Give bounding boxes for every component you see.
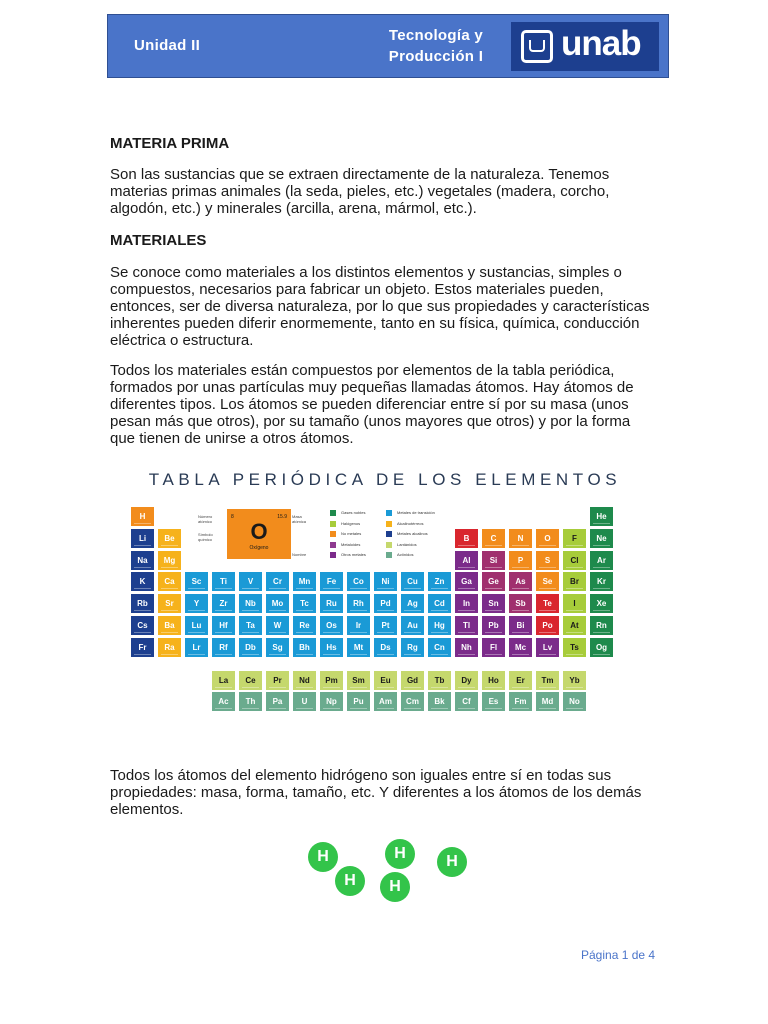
legend-swatch <box>386 531 392 537</box>
element-mn: Mn <box>293 572 316 591</box>
element-ce: Ce <box>239 671 262 690</box>
element-rg: Rg <box>401 638 424 657</box>
legend-label: Metales alcalinos <box>397 531 428 536</box>
element-ga: Ga <box>455 572 478 591</box>
element-la: La <box>212 671 235 690</box>
legend-label: Metales de transición <box>397 510 435 515</box>
element-se: Se <box>536 572 559 591</box>
element-u: U <box>293 692 316 711</box>
element-ts: Ts <box>563 638 586 657</box>
legend-item <box>330 552 366 558</box>
unab-logo <box>511 22 659 71</box>
element-cn: Cn <box>428 638 451 657</box>
element-yb: Yb <box>563 671 586 690</box>
periodic-table-title: TABLA PERIÓDICA DE LOS ELEMENTOS <box>148 470 622 489</box>
logo-text: unab <box>561 24 641 63</box>
element-ho: Ho <box>482 671 505 690</box>
legend-item <box>386 542 417 548</box>
page-number: Página 1 de 4 <box>581 948 656 962</box>
element-md: Md <box>536 692 559 711</box>
key-label-number: Número atómico <box>198 514 213 524</box>
course-title-line2: Producción I <box>388 48 484 65</box>
element-co: Co <box>347 572 370 591</box>
element-ti: Ti <box>212 572 235 591</box>
legend-item <box>330 510 365 516</box>
element-ra: Ra <box>158 638 181 657</box>
element-tm: Tm <box>536 671 559 690</box>
element-ba: Ba <box>158 616 181 635</box>
element-hs: Hs <box>320 638 343 657</box>
legend-item <box>386 521 423 527</box>
element-cs: Cs <box>131 616 154 635</box>
legend-label: Alcalinotérreos <box>397 520 424 526</box>
element-k: K <box>131 572 154 591</box>
legend-item <box>386 510 435 516</box>
paragraph-materiales: Se conoce como materiales a los distintos elementos y sustancias, simples o compuestos, necesarios para fabricar un objeto. Estos materiales pueden, entonces, ser de diversa naturaleza, por lo que sus propiedades y características inherentes pueden diferir enormemente, tanto en su física, química, conducción eléctrica o estructura. <box>110 264 650 349</box>
element-nb: Nb <box>239 594 262 613</box>
element-pd: Pd <box>374 594 397 613</box>
element-gd: Gd <box>401 671 424 690</box>
element-al: Al <box>455 551 478 570</box>
legend-label: Otros metales <box>341 552 366 557</box>
legend-item <box>386 531 428 537</box>
element-tc: Tc <box>293 594 316 613</box>
element-ir: Ir <box>347 616 370 635</box>
element-br: Br <box>563 572 586 591</box>
element-nh: Nh <box>455 638 478 657</box>
legend-label: Metaloides <box>341 541 361 547</box>
page-header <box>107 14 669 78</box>
element-th: Th <box>239 692 262 711</box>
key-atomic-number: 8 <box>231 514 234 520</box>
element-i: I <box>563 594 586 613</box>
legend-item <box>330 542 360 548</box>
element-be: Be <box>158 529 181 548</box>
element-pt: Pt <box>374 616 397 635</box>
heading-materiales: MATERIALES <box>110 232 207 249</box>
element-p: P <box>509 551 532 570</box>
legend-item <box>386 552 413 558</box>
element-cu: Cu <box>401 572 424 591</box>
element-er: Er <box>509 671 532 690</box>
key-name: Oxígeno <box>249 545 269 551</box>
element-pa: Pa <box>266 692 289 711</box>
element-kr: Kr <box>590 572 613 591</box>
paragraph-atomos: Todos los materiales están compuestos por elementos de la tabla periódica, formados por unas partículas muy pequeñas llamadas átomos. Hay átomos de diferentes tipos. Los átomos se pueden diferenciar entre sí por su masa (unos pesan más que otros), por su tamaño (unos mayores que otros) y por la forma que tienen de unirse a otros átomos. <box>110 362 634 447</box>
element-v: V <box>239 572 262 591</box>
course-title <box>376 25 496 67</box>
element-sb: Sb <box>509 594 532 613</box>
element-sm: Sm <box>347 671 370 690</box>
element-tl: Tl <box>455 616 478 635</box>
element-zn: Zn <box>428 572 451 591</box>
element-lu: Lu <box>185 616 208 635</box>
element-si: Si <box>482 551 505 570</box>
element-ar: Ar <box>590 551 613 570</box>
book-emblem-icon <box>521 30 553 63</box>
element-tb: Tb <box>428 671 451 690</box>
legend-swatch <box>386 542 392 548</box>
element-ds: Ds <box>374 638 397 657</box>
legend-label: Halógenos <box>341 520 361 526</box>
element-rf: Rf <box>212 638 235 657</box>
legend-label: Gases nobles <box>341 510 366 515</box>
legend-swatch <box>330 531 336 537</box>
element-hg: Hg <box>428 616 451 635</box>
element-rn: Rn <box>590 616 613 635</box>
element-sg: Sg <box>266 638 289 657</box>
element-rb: Rb <box>131 594 154 613</box>
element-rh: Rh <box>347 594 370 613</box>
element-na: Na <box>131 551 154 570</box>
element-au: Au <box>401 616 424 635</box>
element-nd: Nd <box>293 671 316 690</box>
element-f: F <box>563 529 586 548</box>
element-no: No <box>563 692 586 711</box>
element-ta: Ta <box>239 616 262 635</box>
hydrogen-atom: H <box>380 872 410 902</box>
element-dy: Dy <box>455 671 478 690</box>
element-lv: Lv <box>536 638 559 657</box>
element-o: O <box>536 529 559 548</box>
legend-swatch <box>330 510 336 516</box>
paragraph-materia-prima: Son las sustancias que se extraen directamente de la naturaleza. Tenemos materias primas animales (la seda, pieles, etc.) vegetales (madera, corcho, algodón, etc.) y minerales (arcilla, arena, mármol, etc.). <box>110 166 610 217</box>
legend-label: Actínidos <box>397 552 414 557</box>
element-ag: Ag <box>401 594 424 613</box>
element-as: As <box>509 572 532 591</box>
key-label-name: Nombre <box>292 552 307 557</box>
hydrogen-atom: H <box>437 847 467 877</box>
element-os: Os <box>320 616 343 635</box>
key-symbol: O <box>250 519 268 544</box>
element-n: N <box>509 529 532 548</box>
element-fm: Fm <box>509 692 532 711</box>
key-label-symbol: Símbolo químico <box>198 532 213 542</box>
element-y: Y <box>185 594 208 613</box>
element-s: S <box>536 551 559 570</box>
legend-label: No metales <box>341 531 362 536</box>
element-db: Db <box>239 638 262 657</box>
element-re: Re <box>293 616 316 635</box>
legend-item <box>330 531 361 537</box>
element-fe: Fe <box>320 572 343 591</box>
legend-key-element <box>227 509 291 559</box>
element-mt: Mt <box>347 638 370 657</box>
element-h: H <box>131 507 154 526</box>
hydrogen-atoms-illustration <box>300 838 480 908</box>
element-fr: Fr <box>131 638 154 657</box>
element-in: In <box>455 594 478 613</box>
hydrogen-atom: H <box>335 866 365 896</box>
element-mg: Mg <box>158 551 181 570</box>
element-bh: Bh <box>293 638 316 657</box>
element-ru: Ru <box>320 594 343 613</box>
element-at: At <box>563 616 586 635</box>
element-am: Am <box>374 692 397 711</box>
element-mo: Mo <box>266 594 289 613</box>
key-label-mass: Masa atómica <box>292 514 307 524</box>
element-np: Np <box>320 692 343 711</box>
element-cl: Cl <box>563 551 586 570</box>
element-cf: Cf <box>455 692 478 711</box>
legend-item <box>330 521 360 527</box>
element-bk: Bk <box>428 692 451 711</box>
element-po: Po <box>536 616 559 635</box>
element-bi: Bi <box>509 616 532 635</box>
element-c: C <box>482 529 505 548</box>
element-fl: Fl <box>482 638 505 657</box>
unit-label: Unidad II <box>134 37 201 54</box>
legend-swatch <box>330 542 336 548</box>
periodic-table-image <box>114 464 656 754</box>
element-sr: Sr <box>158 594 181 613</box>
element-w: W <box>266 616 289 635</box>
element-pu: Pu <box>347 692 370 711</box>
course-title-line1: Tecnología y <box>388 27 484 44</box>
legend-swatch <box>386 510 392 516</box>
element-ac: Ac <box>212 692 235 711</box>
element-ca: Ca <box>158 572 181 591</box>
element-te: Te <box>536 594 559 613</box>
element-hf: Hf <box>212 616 235 635</box>
element-lr: Lr <box>185 638 208 657</box>
element-he: He <box>590 507 613 526</box>
legend-label: Lantánidos <box>397 541 417 547</box>
key-atomic-mass: 15.9 <box>277 514 287 520</box>
legend-swatch <box>386 552 392 558</box>
element-cd: Cd <box>428 594 451 613</box>
element-cr: Cr <box>266 572 289 591</box>
element-ge: Ge <box>482 572 505 591</box>
hydrogen-atom: H <box>308 842 338 872</box>
element-eu: Eu <box>374 671 397 690</box>
element-zr: Zr <box>212 594 235 613</box>
element-cm: Cm <box>401 692 424 711</box>
element-es: Es <box>482 692 505 711</box>
element-ne: Ne <box>590 529 613 548</box>
element-ni: Ni <box>374 572 397 591</box>
element-sc: Sc <box>185 572 208 591</box>
element-pr: Pr <box>266 671 289 690</box>
element-li: Li <box>131 529 154 548</box>
element-sn: Sn <box>482 594 505 613</box>
legend-swatch <box>386 521 392 527</box>
legend-swatch <box>330 552 336 558</box>
element-b: B <box>455 529 478 548</box>
paragraph-hidrogeno: Todos los átomos del elemento hidrógeno son iguales entre sí en todas sus propiedades: masa, forma, tamaño, etc. Y diferentes a los átomos de los demás elementos. <box>110 767 642 818</box>
element-pm: Pm <box>320 671 343 690</box>
heading-materia-prima: MATERIA PRIMA <box>110 135 230 152</box>
hydrogen-atom: H <box>385 839 415 869</box>
element-xe: Xe <box>590 594 613 613</box>
legend-swatch <box>330 521 336 527</box>
element-og: Og <box>590 638 613 657</box>
element-mc: Mc <box>509 638 532 657</box>
element-pb: Pb <box>482 616 505 635</box>
